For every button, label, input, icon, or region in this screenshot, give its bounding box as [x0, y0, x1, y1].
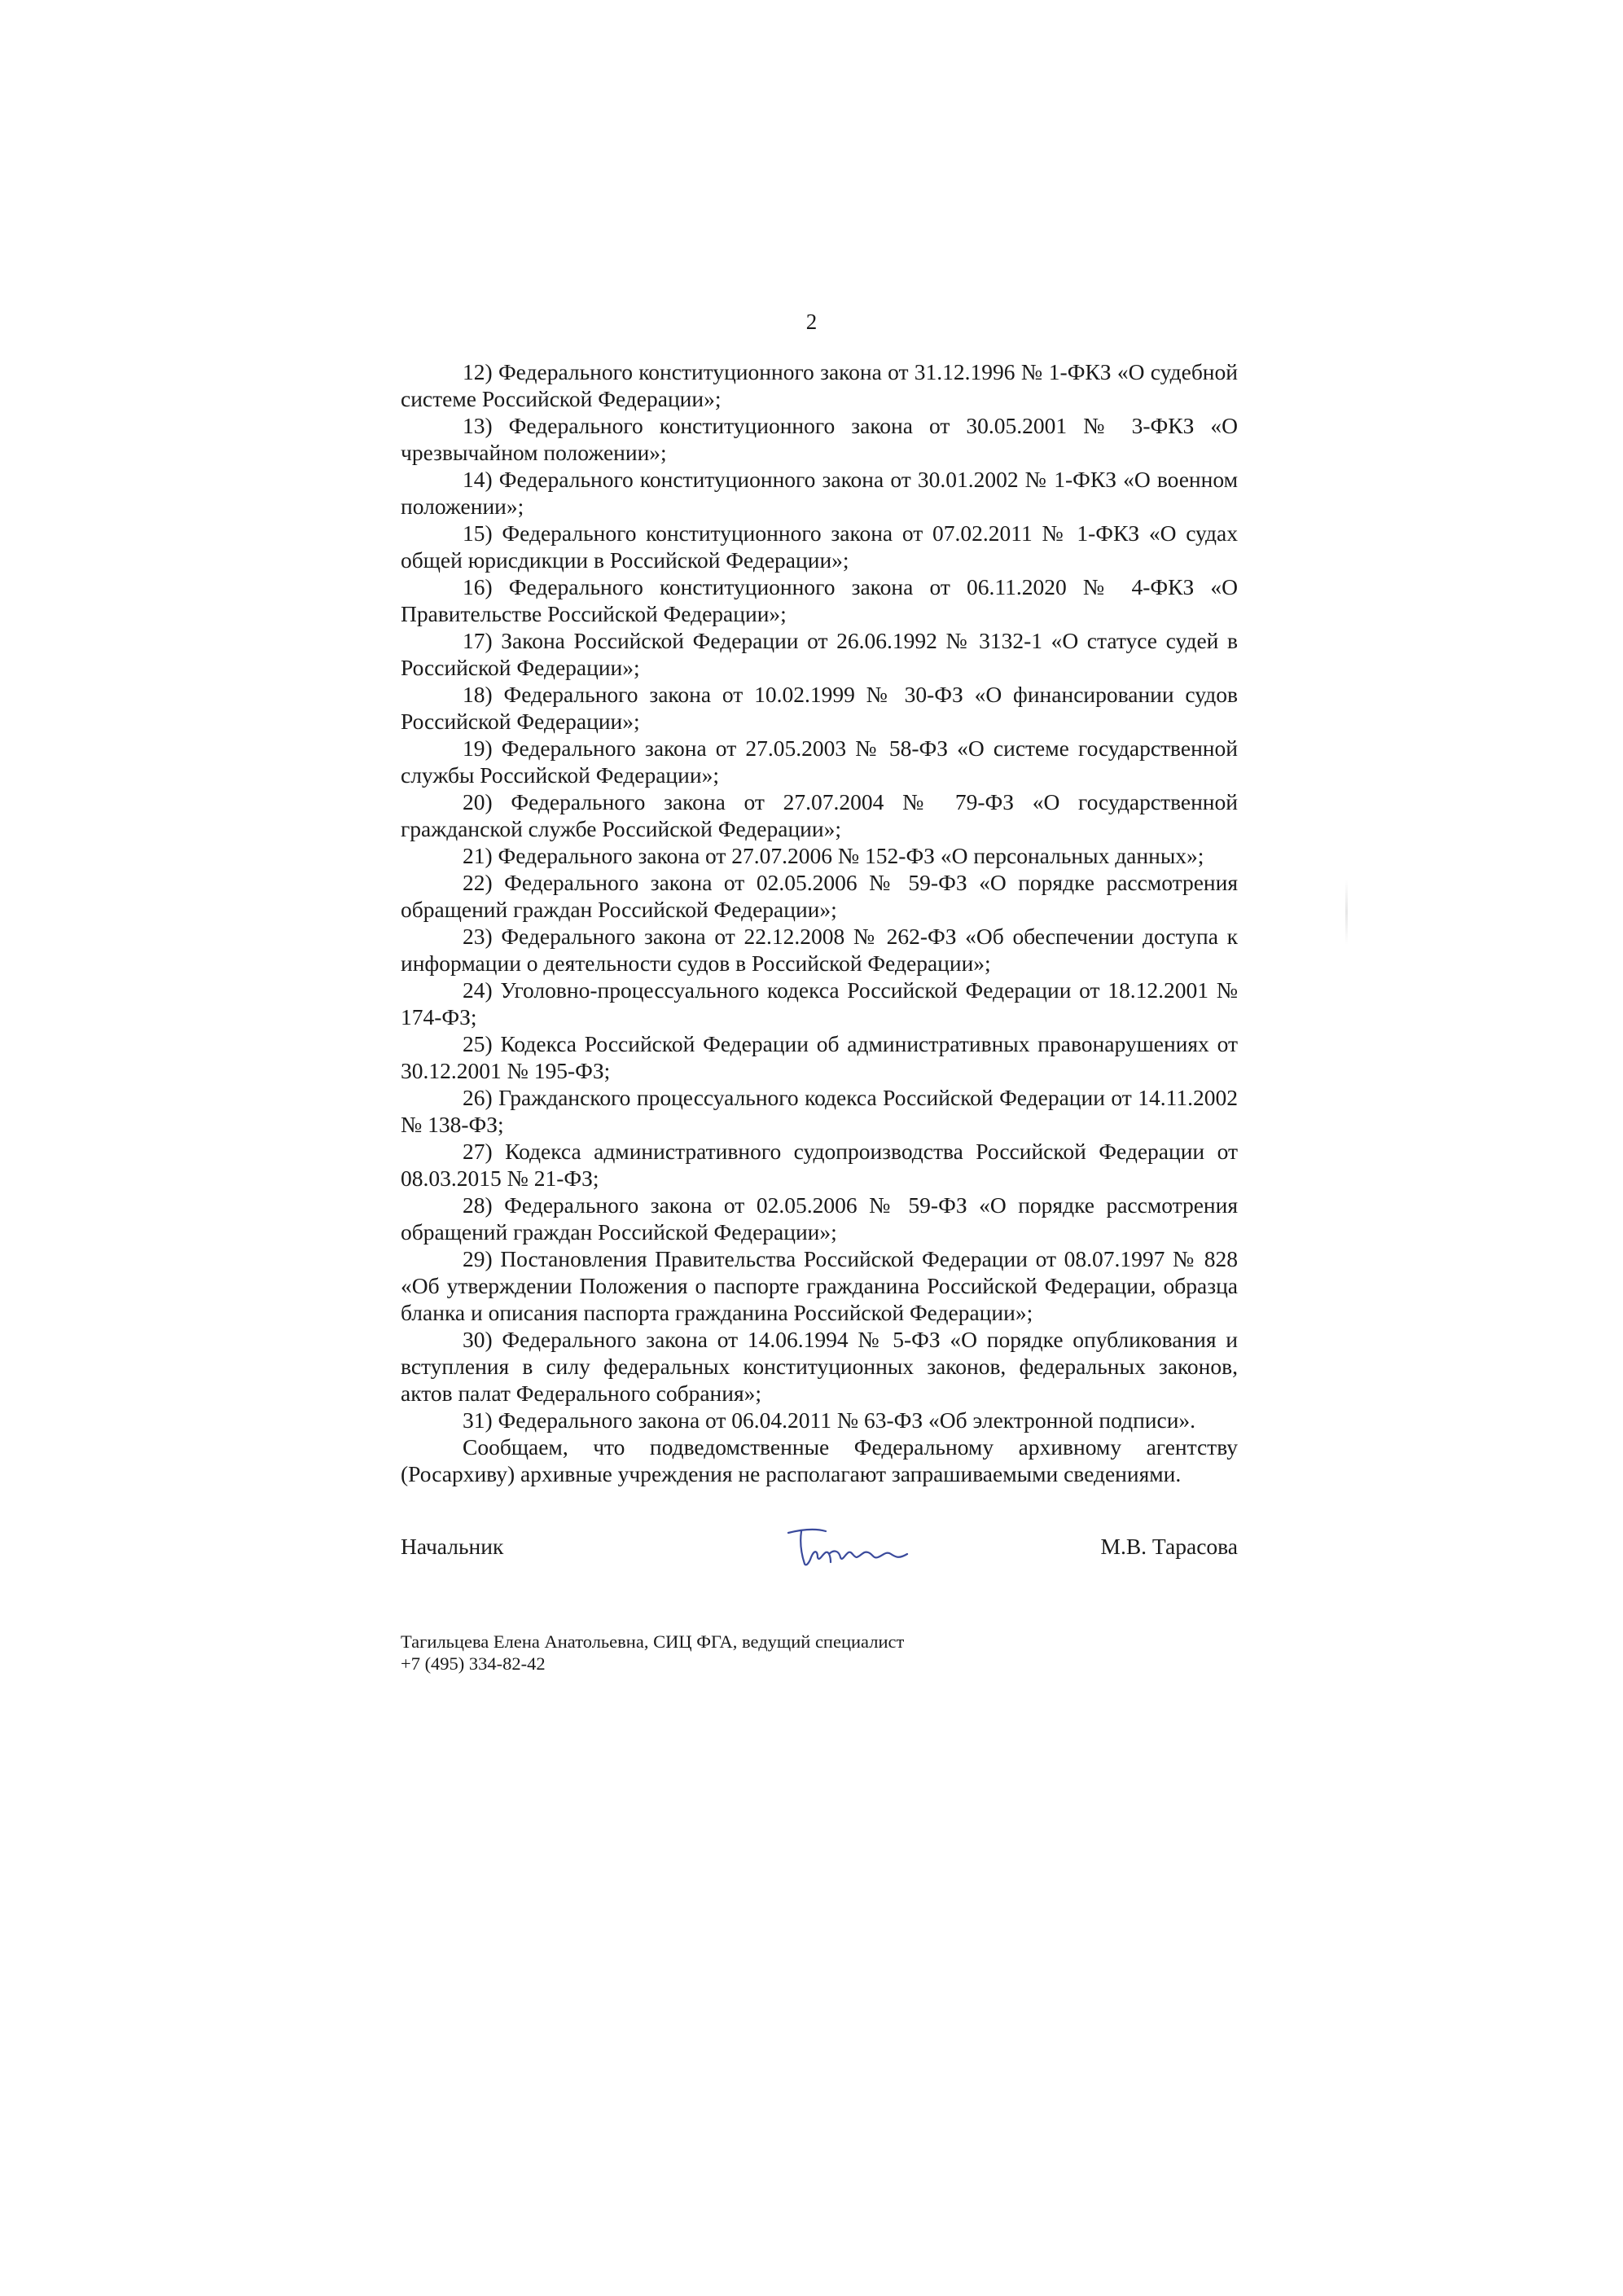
executor-name: Тагильцева Елена Анатольевна, СИЦ ФГА, ведущий специалист: [401, 1631, 905, 1652]
list-item-30: 30) Федерального закона от 14.06.1994 № 5-ФЗ «О порядке опубликования и вступления в силу федеральных конституционных законов, федеральных законов, актов палат Федерального собрания»;: [401, 1327, 1238, 1406]
handwritten-signature: [777, 1521, 915, 1574]
list-item-23: 23) Федерального закона от 22.12.2008 № 262-ФЗ «Об обеспечении доступа к информации о деятельности судов в Российской Федерации»;: [401, 924, 1238, 976]
list-item-17: 17) Закона Российской Федерации от 26.06.1992 № 3132-1 «О статусе судей в Российской Федерации»;: [401, 628, 1238, 680]
list-item-18: 18) Федерального закона от 10.02.1999 № 30-ФЗ «О финансировании судов Российской Федерации»;: [401, 682, 1238, 734]
list-item-14: 14) Федерального конституционного закона от 30.01.2002 № 1-ФКЗ «О военном положении»;: [401, 467, 1238, 519]
list-item-21: 21) Федерального закона от 27.07.2006 № 152-ФЗ «О персональных данных»;: [463, 843, 1204, 868]
executor-phone: +7 (495) 334-82-42: [401, 1653, 546, 1674]
signature-block: [401, 1533, 1238, 1582]
document-body: [401, 358, 1238, 1487]
list-item-15: 15) Федерального конституционного закона от 07.02.2011 № 1-ФКЗ «О судах общей юрисдикции в Российской Федерации»;: [401, 520, 1238, 573]
signer-position: Начальник: [401, 1534, 504, 1559]
list-item-28: 28) Федерального закона от 02.05.2006 № 59-ФЗ «О порядке рассмотрения обращений граждан Российской Федерации»;: [401, 1192, 1238, 1245]
list-item-31: 31) Федерального закона от 06.04.2011 № 63-ФЗ «Об электронной подписи».: [463, 1407, 1196, 1433]
list-item-25: 25) Кодекса Российской Федерации об административных правонарушениях от 30.12.2001 № 195-ФЗ;: [401, 1031, 1238, 1083]
list-item-19: 19) Федерального закона от 27.05.2003 № 58-ФЗ «О системе государственной службы Российской Федерации»;: [401, 735, 1238, 788]
list-item-13: 13) Федерального конституционного закона от 30.05.2001 № 3-ФКЗ «О чрезвычайном положении»;: [401, 413, 1238, 465]
page-number: 2: [805, 309, 818, 334]
conclusion-paragraph: Сообщаем, что подведомственные Федеральному архивному агентству (Росархиву) архивные учреждения не располагают запрашиваемыми сведениями.: [401, 1434, 1238, 1486]
list-item-29: 29) Постановления Правительства Российской Федерации от 08.07.1997 № 828 «Об утверждении Положения о паспорте гражданина Российской Федерации, образца бланка и описания паспорта гражданина Российской Федерации»;: [401, 1246, 1238, 1325]
list-item-27: 27) Кодекса административного судопроизводства Российской Федерации от 08.03.2015 № 21-ФЗ;: [401, 1139, 1238, 1191]
list-item-20: 20) Федерального закона от 27.07.2004 № 79-ФЗ «О государственной гражданской службе Российской Федерации»;: [401, 789, 1238, 841]
list-item-12: 12) Федерального конституционного закона от 31.12.1996 № 1-ФКЗ «О судебной системе Российской Федерации»;: [401, 359, 1238, 411]
list-item-22: 22) Федерального закона от 02.05.2006 № 59-ФЗ «О порядке рассмотрения обращений граждан Российской Федерации»;: [401, 870, 1238, 922]
executor-info: [401, 1631, 1238, 1675]
scan-artifact: [1345, 880, 1348, 945]
signer-name: М.В. Тарасова: [1100, 1534, 1238, 1559]
list-item-26: 26) Гражданского процессуального кодекса Российской Федерации от 14.11.2002 № 138-ФЗ;: [401, 1085, 1238, 1137]
list-item-16: 16) Федерального конституционного закона от 06.11.2020 № 4-ФКЗ «О Правительстве Российской Федерации»;: [401, 574, 1238, 626]
list-item-24: 24) Уголовно-процессуального кодекса Российской Федерации от 18.12.2001 № 174-ФЗ;: [401, 977, 1238, 1029]
